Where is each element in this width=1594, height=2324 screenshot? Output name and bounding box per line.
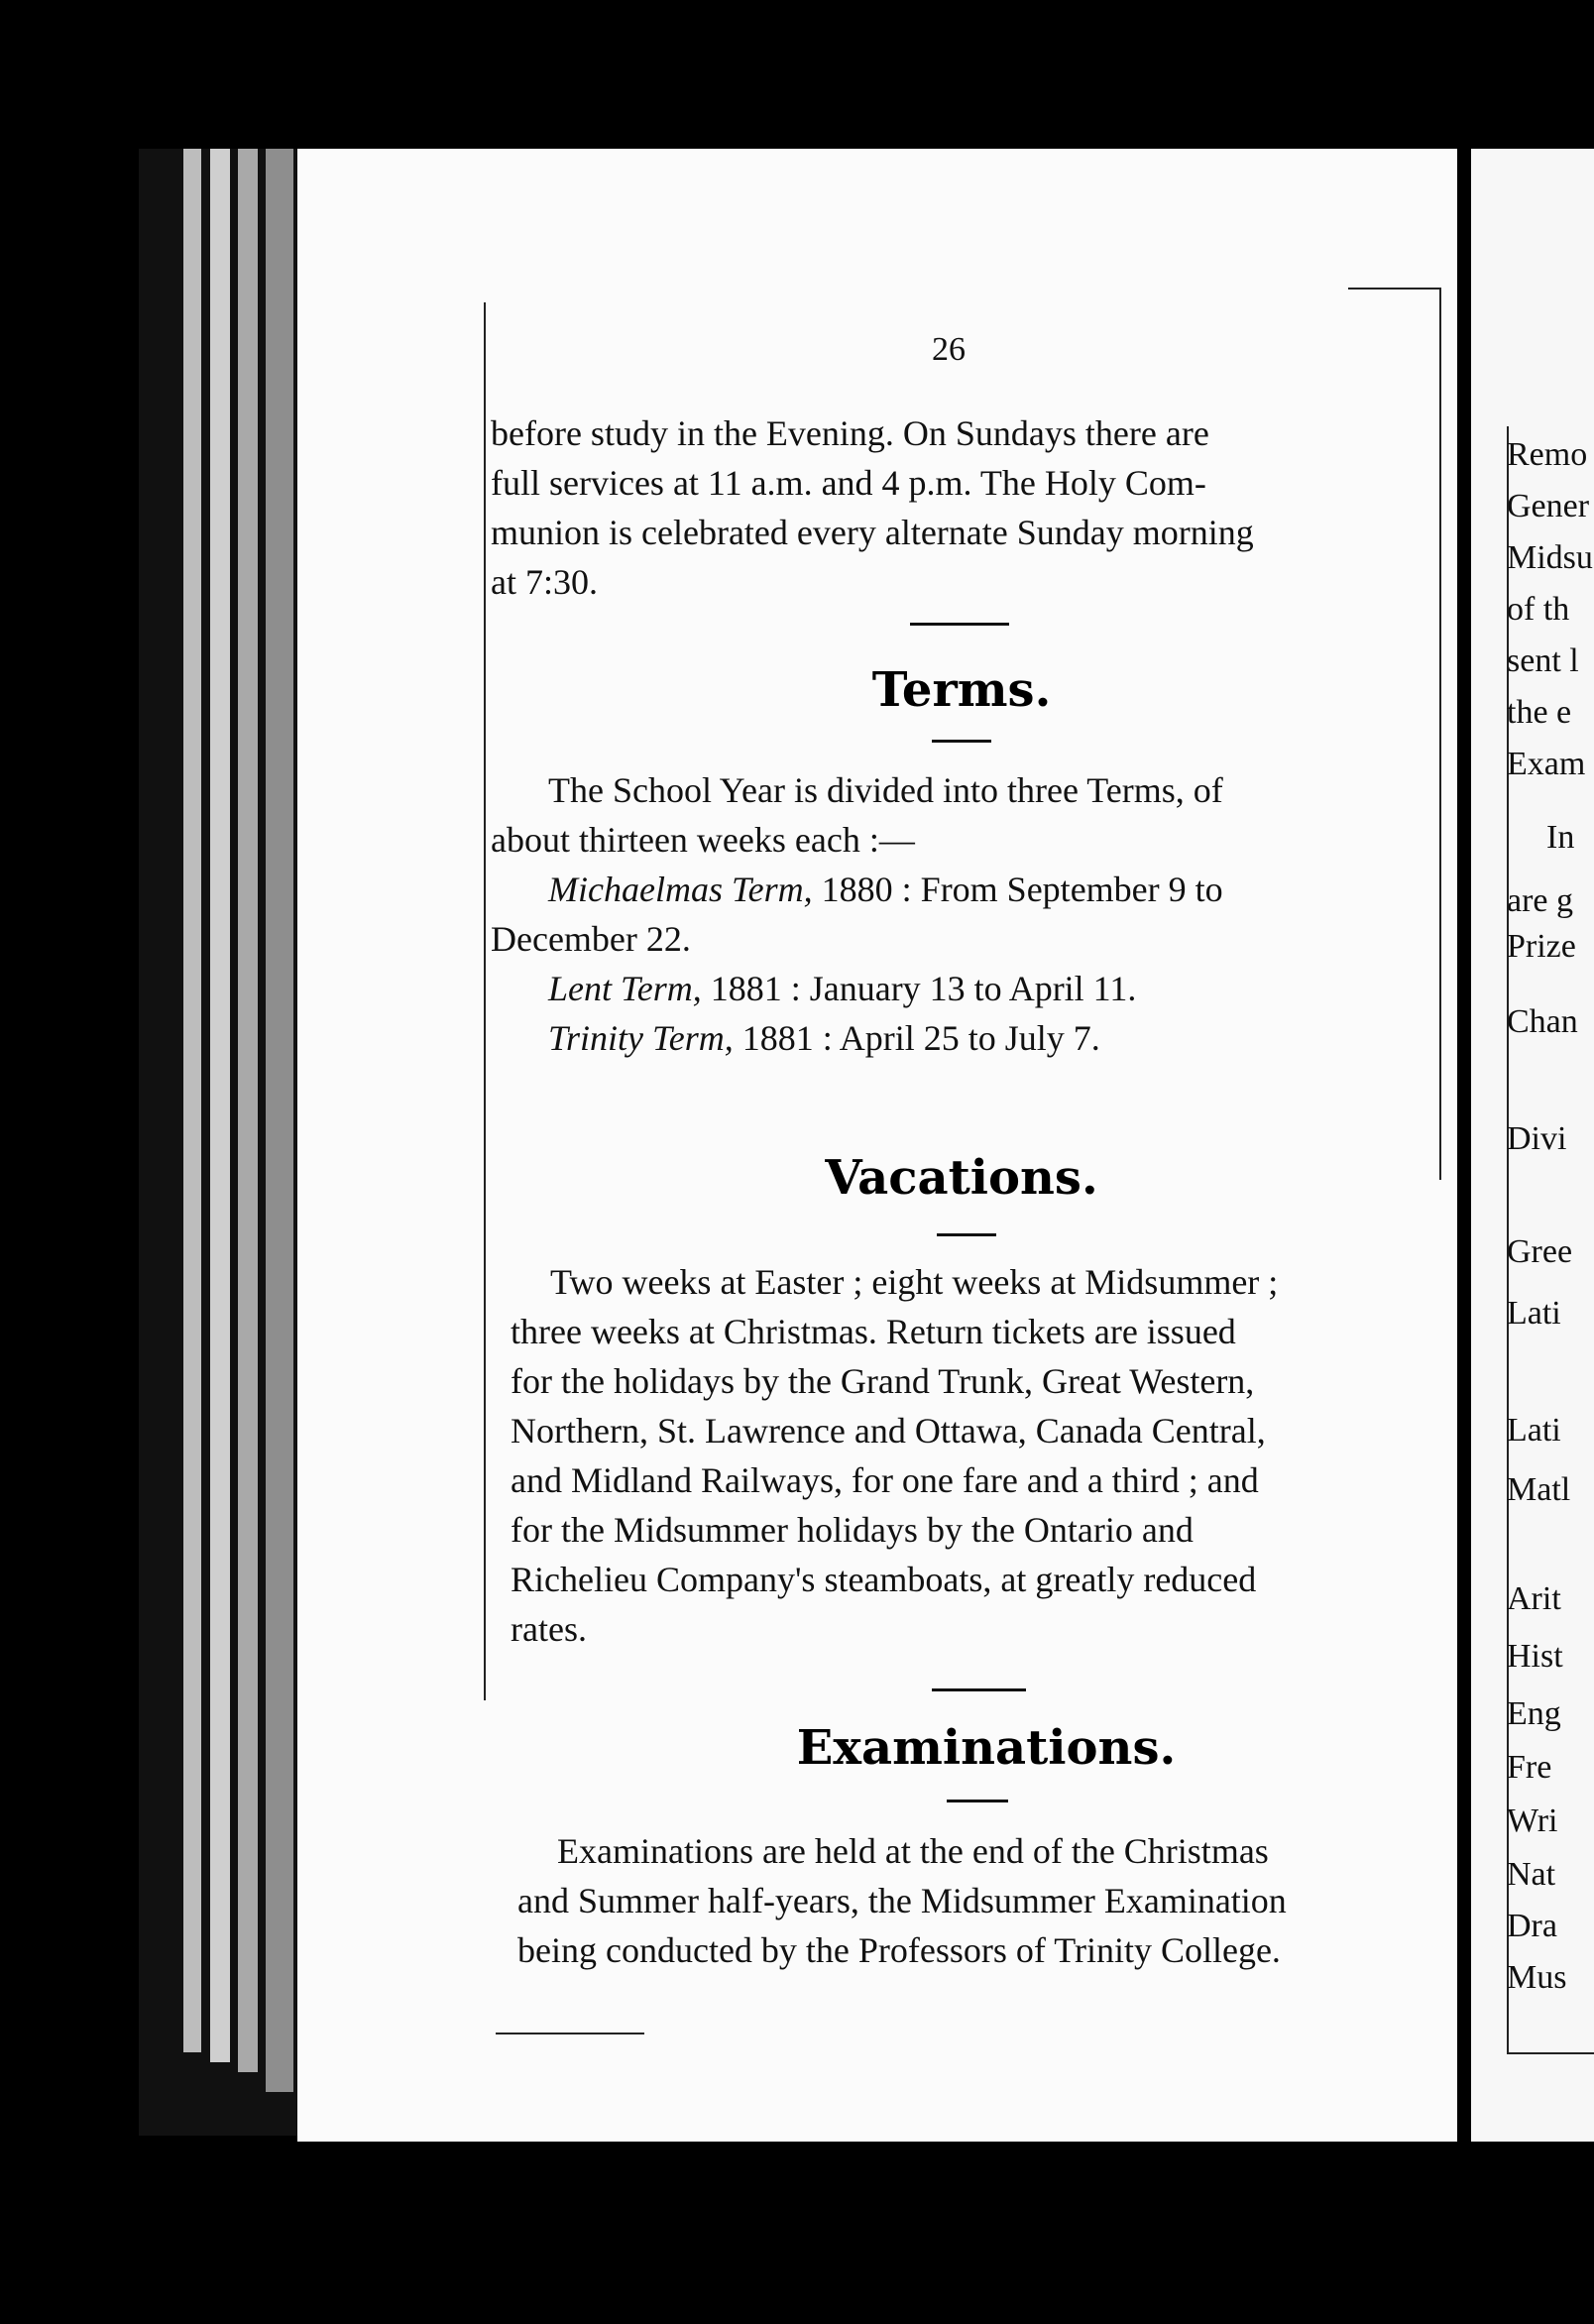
frame-left — [484, 302, 486, 1700]
term-name: Trinity Term, — [548, 1018, 734, 1058]
intro-line: munion is celebrated every alternate Sunday morning — [491, 513, 1254, 552]
heading-underline — [937, 1233, 996, 1236]
page-edge-2 — [210, 149, 230, 2062]
vacations-line: and Midland Railways, for one fare and a third ; and — [511, 1460, 1259, 1500]
term-name: Lent Term, — [548, 969, 702, 1008]
term-name: Michaelmas Term, — [548, 870, 813, 909]
examinations-line: and Summer half-years, the Midsummer Examination — [517, 1881, 1287, 1920]
facing-fragment: Gener — [1507, 488, 1590, 524]
examinations-heading: Examinations. — [796, 1720, 1177, 1776]
facing-fragment: sent l — [1507, 642, 1579, 679]
facing-fragment: Remo — [1507, 436, 1588, 473]
facing-fragment: Midsu — [1507, 539, 1593, 576]
facing-fragment: Hist — [1507, 1638, 1563, 1675]
frame-bottom — [496, 2033, 644, 2034]
frame-top-right — [1348, 288, 1439, 290]
terms-intro-line: The School Year is divided into three Terms, of — [548, 770, 1223, 810]
terms-intro-line: about thirteen weeks each :— — [491, 820, 915, 860]
facing-fragment: Dra — [1507, 1908, 1557, 1944]
facing-fragment: the e — [1507, 694, 1572, 731]
facing-fragment: Lati — [1507, 1412, 1561, 1449]
facing-fragment: Matl — [1507, 1471, 1571, 1508]
vacations-section — [511, 1257, 1437, 1654]
facing-fragment: Fre — [1507, 1749, 1552, 1786]
vacations-line: Richelieu Company's steamboats, at greatly reduced — [511, 1560, 1257, 1599]
intro-paragraph — [491, 408, 1442, 607]
term-dates: 1881 : January 13 to April 11. — [710, 969, 1137, 1008]
page-edge-1 — [183, 149, 201, 2052]
page-number: 26 — [932, 331, 966, 368]
facing-fragment: Nat — [1507, 1856, 1556, 1893]
facing-fragment: Lati — [1507, 1295, 1561, 1332]
terms-section — [491, 765, 1442, 1063]
term-item-continuation: December 22. — [491, 919, 691, 959]
term-item — [491, 865, 1442, 914]
facing-fragment: In — [1546, 819, 1575, 856]
examinations-section — [517, 1826, 1444, 1975]
examinations-line: being conducted by the Professors of Trinity College. — [517, 1930, 1281, 1970]
vacations-line: three weeks at Christmas. Return tickets are issued — [511, 1312, 1236, 1351]
facing-fragment: are g — [1507, 882, 1574, 919]
page-edge-3 — [238, 149, 258, 2072]
term-dates: 1881 : April 25 to July 7. — [741, 1018, 1100, 1058]
facing-fragment: Chan — [1507, 1003, 1578, 1040]
facing-fragment: Divi — [1507, 1120, 1567, 1157]
facing-fragment: of th — [1507, 591, 1570, 628]
term-item — [491, 964, 1442, 1013]
page-edge-4 — [266, 149, 293, 2092]
intro-line: full services at 11 a.m. and 4 p.m. The Holy Com- — [491, 463, 1206, 503]
vacations-line: for the Midsummer holidays by the Ontario and — [511, 1510, 1194, 1550]
vacations-line: Two weeks at Easter ; eight weeks at Midsummer ; — [550, 1262, 1279, 1302]
facing-frame-bottom — [1507, 2052, 1594, 2054]
intro-line: at 7:30. — [491, 562, 598, 602]
section-rule — [932, 1688, 1026, 1691]
examinations-line: Examinations are held at the end of the Christmas — [557, 1831, 1269, 1871]
heading-underline — [932, 740, 991, 743]
facing-fragment: Eng — [1507, 1695, 1561, 1732]
facing-fragment: Gree — [1507, 1233, 1573, 1270]
facing-page-gap — [1457, 149, 1471, 2142]
facing-fragment: Arit — [1507, 1580, 1561, 1617]
vacations-heading: Vacations. — [825, 1150, 1098, 1206]
facing-fragment: Prize — [1507, 928, 1576, 965]
term-item — [491, 1013, 1442, 1063]
intro-line: before study in the Evening. On Sundays there are — [491, 413, 1209, 453]
vacations-line: rates. — [511, 1609, 587, 1649]
facing-fragment: Wri — [1507, 1802, 1558, 1839]
facing-fragment: Exam — [1507, 746, 1586, 782]
term-dates: 1880 : From September 9 to — [821, 870, 1223, 909]
section-rule — [910, 623, 1009, 626]
terms-heading: Terms. — [871, 662, 1052, 718]
vacations-line: for the holidays by the Grand Trunk, Great Western, — [511, 1361, 1255, 1401]
heading-underline — [947, 1800, 1008, 1802]
facing-fragment: Mus — [1507, 1959, 1567, 1996]
vacations-line: Northern, St. Lawrence and Ottawa, Canada Central, — [511, 1411, 1266, 1451]
